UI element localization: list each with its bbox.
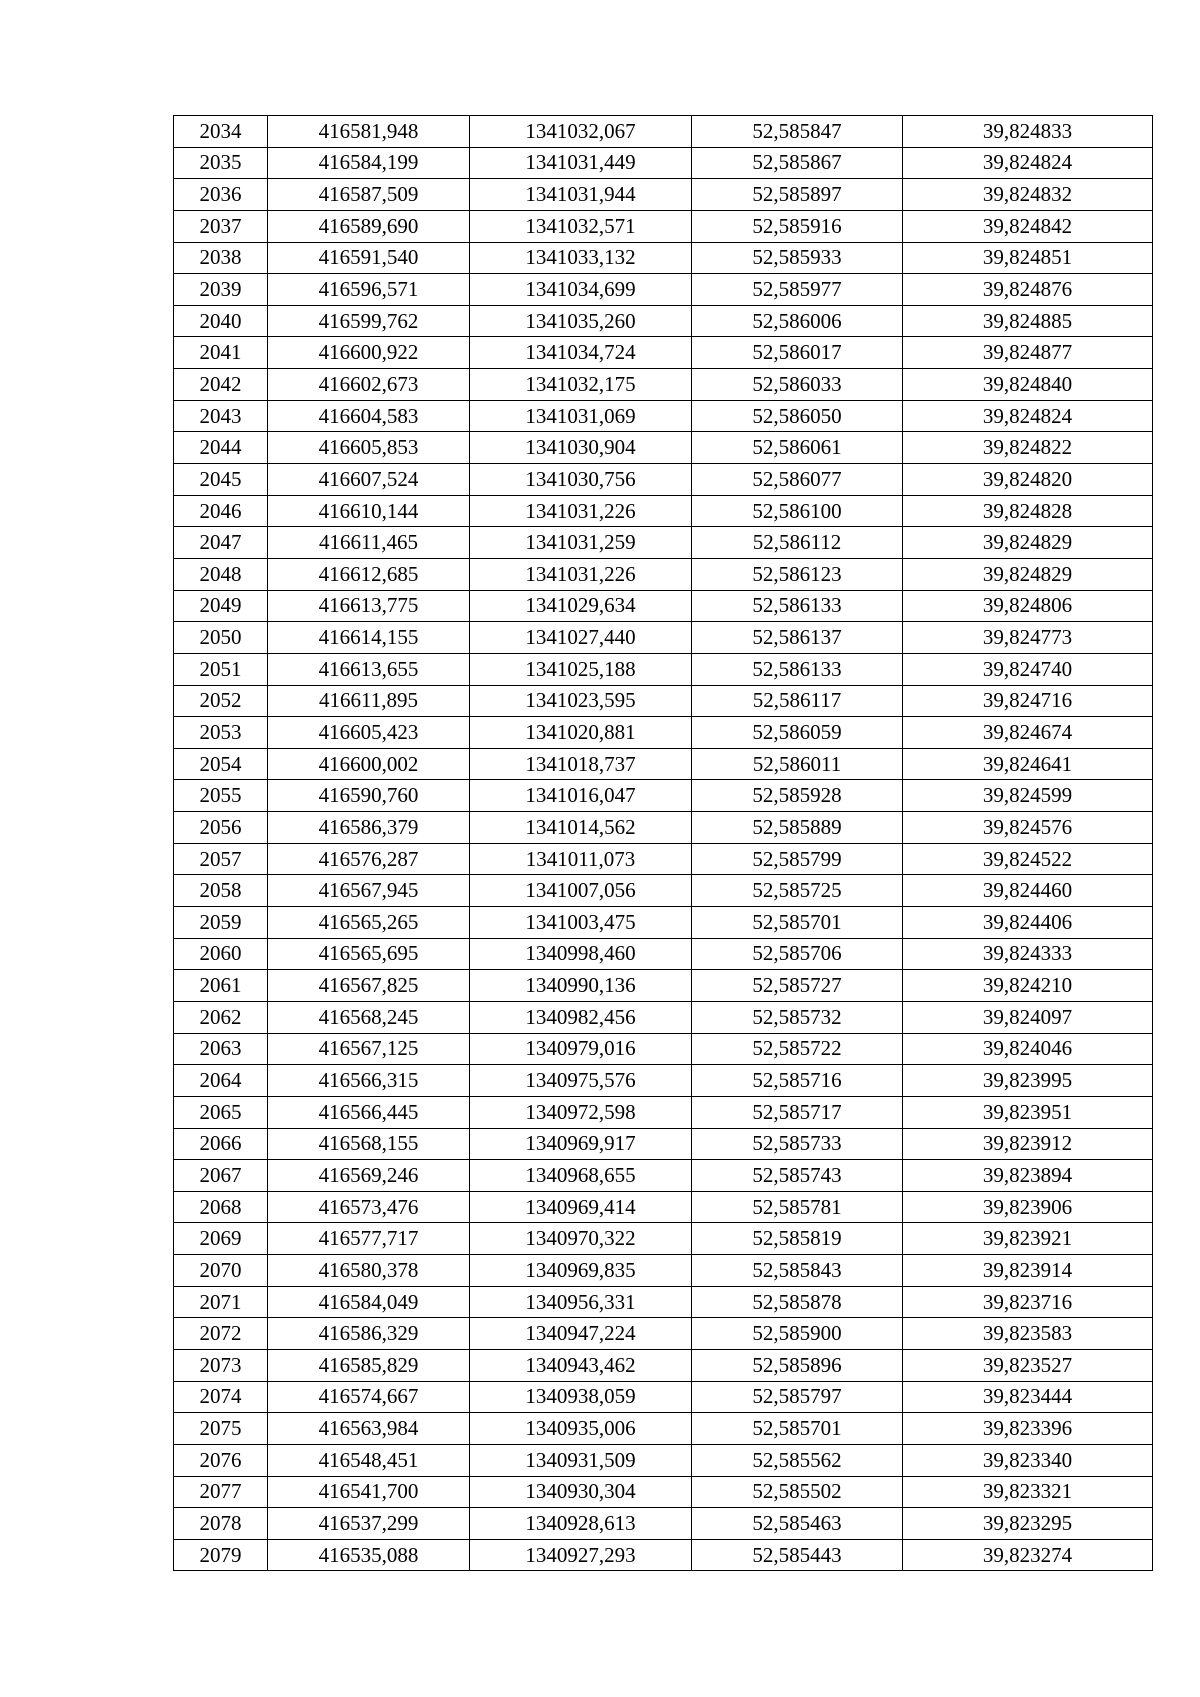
y-coordinate-cell: 1341035,260: [470, 305, 692, 337]
point-number-cell: 2041: [174, 337, 268, 369]
table-row: [174, 1349, 1153, 1381]
table-row: [174, 717, 1153, 749]
point-number-cell: 2034: [174, 116, 268, 148]
longitude-cell: 39,824832: [903, 179, 1153, 211]
y-coordinate-cell: 1341034,724: [470, 337, 692, 369]
table-row: [174, 1476, 1153, 1508]
x-coordinate-cell: 416596,571: [268, 274, 470, 306]
x-coordinate-cell: 416612,685: [268, 558, 470, 590]
point-number-cell: 2066: [174, 1128, 268, 1160]
table-row: [174, 843, 1153, 875]
y-coordinate-cell: 1340972,598: [470, 1096, 692, 1128]
y-coordinate-cell: 1341020,881: [470, 717, 692, 749]
latitude-cell: 52,585725: [692, 875, 903, 907]
point-number-cell: 2044: [174, 432, 268, 464]
x-coordinate-cell: 416584,199: [268, 147, 470, 179]
table-row: [174, 116, 1153, 148]
point-number-cell: 2037: [174, 210, 268, 242]
latitude-cell: 52,585733: [692, 1128, 903, 1160]
point-number-cell: 2048: [174, 558, 268, 590]
table-row: [174, 1539, 1153, 1571]
longitude-cell: 39,823527: [903, 1349, 1153, 1381]
latitude-cell: 52,585847: [692, 116, 903, 148]
table-row: [174, 1444, 1153, 1476]
y-coordinate-cell: 1341030,756: [470, 464, 692, 496]
y-coordinate-cell: 1341032,067: [470, 116, 692, 148]
latitude-cell: 52,585717: [692, 1096, 903, 1128]
longitude-cell: 39,823995: [903, 1065, 1153, 1097]
longitude-cell: 39,823444: [903, 1381, 1153, 1413]
table-row: [174, 1223, 1153, 1255]
x-coordinate-cell: 416614,155: [268, 622, 470, 654]
longitude-cell: 39,824333: [903, 938, 1153, 970]
latitude-cell: 52,585727: [692, 970, 903, 1002]
longitude-cell: 39,824829: [903, 527, 1153, 559]
x-coordinate-cell: 416535,088: [268, 1539, 470, 1571]
longitude-cell: 39,823921: [903, 1223, 1153, 1255]
latitude-cell: 52,585716: [692, 1065, 903, 1097]
longitude-cell: 39,824097: [903, 1001, 1153, 1033]
point-number-cell: 2035: [174, 147, 268, 179]
longitude-cell: 39,823321: [903, 1476, 1153, 1508]
x-coordinate-cell: 416568,245: [268, 1001, 470, 1033]
point-number-cell: 2075: [174, 1413, 268, 1445]
y-coordinate-cell: 1340956,331: [470, 1286, 692, 1318]
point-number-cell: 2070: [174, 1255, 268, 1287]
x-coordinate-cell: 416586,379: [268, 812, 470, 844]
latitude-cell: 52,585933: [692, 242, 903, 274]
longitude-cell: 39,823894: [903, 1160, 1153, 1192]
table-row: [174, 970, 1153, 1002]
x-coordinate-cell: 416605,423: [268, 717, 470, 749]
x-coordinate-cell: 416584,049: [268, 1286, 470, 1318]
x-coordinate-cell: 416573,476: [268, 1191, 470, 1223]
x-coordinate-cell: 416567,945: [268, 875, 470, 907]
x-coordinate-cell: 416591,540: [268, 242, 470, 274]
table-row: [174, 274, 1153, 306]
x-coordinate-cell: 416566,445: [268, 1096, 470, 1128]
x-coordinate-cell: 416585,829: [268, 1349, 470, 1381]
longitude-cell: 39,824824: [903, 400, 1153, 432]
longitude-cell: 39,824641: [903, 748, 1153, 780]
y-coordinate-cell: 1340969,414: [470, 1191, 692, 1223]
y-coordinate-cell: 1340968,655: [470, 1160, 692, 1192]
table-row: [174, 907, 1153, 939]
table-row: [174, 1286, 1153, 1318]
point-number-cell: 2049: [174, 590, 268, 622]
y-coordinate-cell: 1341007,056: [470, 875, 692, 907]
latitude-cell: 52,585916: [692, 210, 903, 242]
table-row: [174, 938, 1153, 970]
table-row: [174, 305, 1153, 337]
point-number-cell: 2040: [174, 305, 268, 337]
table-row: [174, 1318, 1153, 1350]
latitude-cell: 52,586011: [692, 748, 903, 780]
point-number-cell: 2067: [174, 1160, 268, 1192]
table-row: [174, 1508, 1153, 1540]
table-row: [174, 242, 1153, 274]
x-coordinate-cell: 416613,775: [268, 590, 470, 622]
point-number-cell: 2053: [174, 717, 268, 749]
longitude-cell: 39,824522: [903, 843, 1153, 875]
latitude-cell: 52,585977: [692, 274, 903, 306]
longitude-cell: 39,823914: [903, 1255, 1153, 1287]
point-number-cell: 2061: [174, 970, 268, 1002]
latitude-cell: 52,585900: [692, 1318, 903, 1350]
point-number-cell: 2054: [174, 748, 268, 780]
latitude-cell: 52,586137: [692, 622, 903, 654]
coordinates-table: [173, 115, 1153, 1571]
x-coordinate-cell: 416569,246: [268, 1160, 470, 1192]
point-number-cell: 2036: [174, 179, 268, 211]
table-row: [174, 1128, 1153, 1160]
latitude-cell: 52,586077: [692, 464, 903, 496]
x-coordinate-cell: 416610,144: [268, 495, 470, 527]
point-number-cell: 2068: [174, 1191, 268, 1223]
longitude-cell: 39,824824: [903, 147, 1153, 179]
y-coordinate-cell: 1341018,737: [470, 748, 692, 780]
y-coordinate-cell: 1340970,322: [470, 1223, 692, 1255]
table-row: [174, 875, 1153, 907]
y-coordinate-cell: 1340938,059: [470, 1381, 692, 1413]
y-coordinate-cell: 1340930,304: [470, 1476, 692, 1508]
x-coordinate-cell: 416611,465: [268, 527, 470, 559]
y-coordinate-cell: 1341032,175: [470, 369, 692, 401]
latitude-cell: 52,585897: [692, 179, 903, 211]
y-coordinate-cell: 1341023,595: [470, 685, 692, 717]
latitude-cell: 52,585743: [692, 1160, 903, 1192]
y-coordinate-cell: 1341031,944: [470, 179, 692, 211]
latitude-cell: 52,585732: [692, 1001, 903, 1033]
latitude-cell: 52,585896: [692, 1349, 903, 1381]
longitude-cell: 39,823716: [903, 1286, 1153, 1318]
latitude-cell: 52,586061: [692, 432, 903, 464]
latitude-cell: 52,585799: [692, 843, 903, 875]
longitude-cell: 39,824599: [903, 780, 1153, 812]
latitude-cell: 52,585878: [692, 1286, 903, 1318]
x-coordinate-cell: 416565,695: [268, 938, 470, 970]
table-row: [174, 748, 1153, 780]
x-coordinate-cell: 416599,762: [268, 305, 470, 337]
longitude-cell: 39,824876: [903, 274, 1153, 306]
x-coordinate-cell: 416586,329: [268, 1318, 470, 1350]
latitude-cell: 52,586123: [692, 558, 903, 590]
longitude-cell: 39,824046: [903, 1033, 1153, 1065]
longitude-cell: 39,824406: [903, 907, 1153, 939]
point-number-cell: 2074: [174, 1381, 268, 1413]
table-row: [174, 432, 1153, 464]
y-coordinate-cell: 1340928,613: [470, 1508, 692, 1540]
point-number-cell: 2065: [174, 1096, 268, 1128]
point-number-cell: 2056: [174, 812, 268, 844]
x-coordinate-cell: 416600,922: [268, 337, 470, 369]
x-coordinate-cell: 416600,002: [268, 748, 470, 780]
table-row: [174, 210, 1153, 242]
point-number-cell: 2043: [174, 400, 268, 432]
latitude-cell: 52,585722: [692, 1033, 903, 1065]
longitude-cell: 39,824885: [903, 305, 1153, 337]
y-coordinate-cell: 1341027,440: [470, 622, 692, 654]
x-coordinate-cell: 416587,509: [268, 179, 470, 211]
y-coordinate-cell: 1340931,509: [470, 1444, 692, 1476]
x-coordinate-cell: 416602,673: [268, 369, 470, 401]
point-number-cell: 2057: [174, 843, 268, 875]
latitude-cell: 52,585706: [692, 938, 903, 970]
latitude-cell: 52,586059: [692, 717, 903, 749]
longitude-cell: 39,824740: [903, 653, 1153, 685]
longitude-cell: 39,824851: [903, 242, 1153, 274]
longitude-cell: 39,824840: [903, 369, 1153, 401]
latitude-cell: 52,586033: [692, 369, 903, 401]
x-coordinate-cell: 416607,524: [268, 464, 470, 496]
point-number-cell: 2076: [174, 1444, 268, 1476]
point-number-cell: 2047: [174, 527, 268, 559]
latitude-cell: 52,585819: [692, 1223, 903, 1255]
point-number-cell: 2062: [174, 1001, 268, 1033]
table-row: [174, 527, 1153, 559]
longitude-cell: 39,824773: [903, 622, 1153, 654]
latitude-cell: 52,586112: [692, 527, 903, 559]
y-coordinate-cell: 1340947,224: [470, 1318, 692, 1350]
table-row: [174, 622, 1153, 654]
point-number-cell: 2073: [174, 1349, 268, 1381]
y-coordinate-cell: 1340975,576: [470, 1065, 692, 1097]
latitude-cell: 52,585797: [692, 1381, 903, 1413]
y-coordinate-cell: 1341029,634: [470, 590, 692, 622]
x-coordinate-cell: 416568,155: [268, 1128, 470, 1160]
y-coordinate-cell: 1340943,462: [470, 1349, 692, 1381]
x-coordinate-cell: 416605,853: [268, 432, 470, 464]
point-number-cell: 2059: [174, 907, 268, 939]
y-coordinate-cell: 1341031,449: [470, 147, 692, 179]
table-row: [174, 495, 1153, 527]
table-row: [174, 179, 1153, 211]
point-number-cell: 2046: [174, 495, 268, 527]
latitude-cell: 52,585463: [692, 1508, 903, 1540]
latitude-cell: 52,585781: [692, 1191, 903, 1223]
longitude-cell: 39,823906: [903, 1191, 1153, 1223]
point-number-cell: 2042: [174, 369, 268, 401]
longitude-cell: 39,824829: [903, 558, 1153, 590]
latitude-cell: 52,586117: [692, 685, 903, 717]
longitude-cell: 39,823583: [903, 1318, 1153, 1350]
longitude-cell: 39,823912: [903, 1128, 1153, 1160]
table-row: [174, 1381, 1153, 1413]
x-coordinate-cell: 416611,895: [268, 685, 470, 717]
longitude-cell: 39,824822: [903, 432, 1153, 464]
longitude-cell: 39,823340: [903, 1444, 1153, 1476]
latitude-cell: 52,585867: [692, 147, 903, 179]
y-coordinate-cell: 1340935,006: [470, 1413, 692, 1445]
table-row: [174, 464, 1153, 496]
point-number-cell: 2039: [174, 274, 268, 306]
point-number-cell: 2069: [174, 1223, 268, 1255]
point-number-cell: 2072: [174, 1318, 268, 1350]
table-row: [174, 1001, 1153, 1033]
table-row: [174, 558, 1153, 590]
latitude-cell: 52,586133: [692, 590, 903, 622]
x-coordinate-cell: 416580,378: [268, 1255, 470, 1287]
point-number-cell: 2078: [174, 1508, 268, 1540]
longitude-cell: 39,824833: [903, 116, 1153, 148]
table-row: [174, 337, 1153, 369]
x-coordinate-cell: 416567,825: [268, 970, 470, 1002]
table-row: [174, 147, 1153, 179]
table-row: [174, 812, 1153, 844]
y-coordinate-cell: 1341031,069: [470, 400, 692, 432]
latitude-cell: 52,585701: [692, 907, 903, 939]
table-row: [174, 1065, 1153, 1097]
latitude-cell: 52,586050: [692, 400, 903, 432]
point-number-cell: 2077: [174, 1476, 268, 1508]
longitude-cell: 39,823274: [903, 1539, 1153, 1571]
table-row: [174, 653, 1153, 685]
longitude-cell: 39,824460: [903, 875, 1153, 907]
longitude-cell: 39,824820: [903, 464, 1153, 496]
x-coordinate-cell: 416577,717: [268, 1223, 470, 1255]
longitude-cell: 39,823396: [903, 1413, 1153, 1445]
latitude-cell: 52,586133: [692, 653, 903, 685]
y-coordinate-cell: 1340927,293: [470, 1539, 692, 1571]
point-number-cell: 2058: [174, 875, 268, 907]
point-number-cell: 2071: [174, 1286, 268, 1318]
table-row: [174, 1033, 1153, 1065]
table-row: [174, 369, 1153, 401]
y-coordinate-cell: 1341016,047: [470, 780, 692, 812]
latitude-cell: 52,586006: [692, 305, 903, 337]
point-number-cell: 2051: [174, 653, 268, 685]
point-number-cell: 2060: [174, 938, 268, 970]
longitude-cell: 39,824877: [903, 337, 1153, 369]
y-coordinate-cell: 1341032,571: [470, 210, 692, 242]
latitude-cell: 52,585928: [692, 780, 903, 812]
y-coordinate-cell: 1340990,136: [470, 970, 692, 1002]
x-coordinate-cell: 416566,315: [268, 1065, 470, 1097]
longitude-cell: 39,823951: [903, 1096, 1153, 1128]
y-coordinate-cell: 1340979,016: [470, 1033, 692, 1065]
x-coordinate-cell: 416581,948: [268, 116, 470, 148]
longitude-cell: 39,824674: [903, 717, 1153, 749]
x-coordinate-cell: 416604,583: [268, 400, 470, 432]
coordinates-table-body: [174, 116, 1153, 1571]
point-number-cell: 2045: [174, 464, 268, 496]
y-coordinate-cell: 1341003,475: [470, 907, 692, 939]
longitude-cell: 39,824828: [903, 495, 1153, 527]
table-row: [174, 1096, 1153, 1128]
latitude-cell: 52,585562: [692, 1444, 903, 1476]
x-coordinate-cell: 416548,451: [268, 1444, 470, 1476]
x-coordinate-cell: 416613,655: [268, 653, 470, 685]
point-number-cell: 2055: [174, 780, 268, 812]
y-coordinate-cell: 1341025,188: [470, 653, 692, 685]
table-row: [174, 685, 1153, 717]
longitude-cell: 39,824576: [903, 812, 1153, 844]
latitude-cell: 52,585502: [692, 1476, 903, 1508]
longitude-cell: 39,824210: [903, 970, 1153, 1002]
y-coordinate-cell: 1340969,835: [470, 1255, 692, 1287]
x-coordinate-cell: 416565,265: [268, 907, 470, 939]
x-coordinate-cell: 416563,984: [268, 1413, 470, 1445]
point-number-cell: 2063: [174, 1033, 268, 1065]
latitude-cell: 52,585889: [692, 812, 903, 844]
table-row: [174, 400, 1153, 432]
table-row: [174, 1191, 1153, 1223]
y-coordinate-cell: 1341011,073: [470, 843, 692, 875]
y-coordinate-cell: 1341033,132: [470, 242, 692, 274]
table-row: [174, 590, 1153, 622]
x-coordinate-cell: 416537,299: [268, 1508, 470, 1540]
longitude-cell: 39,824842: [903, 210, 1153, 242]
longitude-cell: 39,823295: [903, 1508, 1153, 1540]
y-coordinate-cell: 1340969,917: [470, 1128, 692, 1160]
latitude-cell: 52,585443: [692, 1539, 903, 1571]
y-coordinate-cell: 1341014,562: [470, 812, 692, 844]
y-coordinate-cell: 1340998,460: [470, 938, 692, 970]
table-row: [174, 1255, 1153, 1287]
y-coordinate-cell: 1341034,699: [470, 274, 692, 306]
latitude-cell: 52,586017: [692, 337, 903, 369]
latitude-cell: 52,585701: [692, 1413, 903, 1445]
y-coordinate-cell: 1341030,904: [470, 432, 692, 464]
point-number-cell: 2064: [174, 1065, 268, 1097]
x-coordinate-cell: 416590,760: [268, 780, 470, 812]
x-coordinate-cell: 416589,690: [268, 210, 470, 242]
y-coordinate-cell: 1341031,259: [470, 527, 692, 559]
y-coordinate-cell: 1341031,226: [470, 495, 692, 527]
point-number-cell: 2079: [174, 1539, 268, 1571]
y-coordinate-cell: 1340982,456: [470, 1001, 692, 1033]
latitude-cell: 52,585843: [692, 1255, 903, 1287]
x-coordinate-cell: 416567,125: [268, 1033, 470, 1065]
x-coordinate-cell: 416574,667: [268, 1381, 470, 1413]
longitude-cell: 39,824716: [903, 685, 1153, 717]
y-coordinate-cell: 1341031,226: [470, 558, 692, 590]
x-coordinate-cell: 416541,700: [268, 1476, 470, 1508]
table-row: [174, 1160, 1153, 1192]
table-row: [174, 1413, 1153, 1445]
longitude-cell: 39,824806: [903, 590, 1153, 622]
point-number-cell: 2050: [174, 622, 268, 654]
x-coordinate-cell: 416576,287: [268, 843, 470, 875]
point-number-cell: 2038: [174, 242, 268, 274]
point-number-cell: 2052: [174, 685, 268, 717]
latitude-cell: 52,586100: [692, 495, 903, 527]
table-row: [174, 780, 1153, 812]
